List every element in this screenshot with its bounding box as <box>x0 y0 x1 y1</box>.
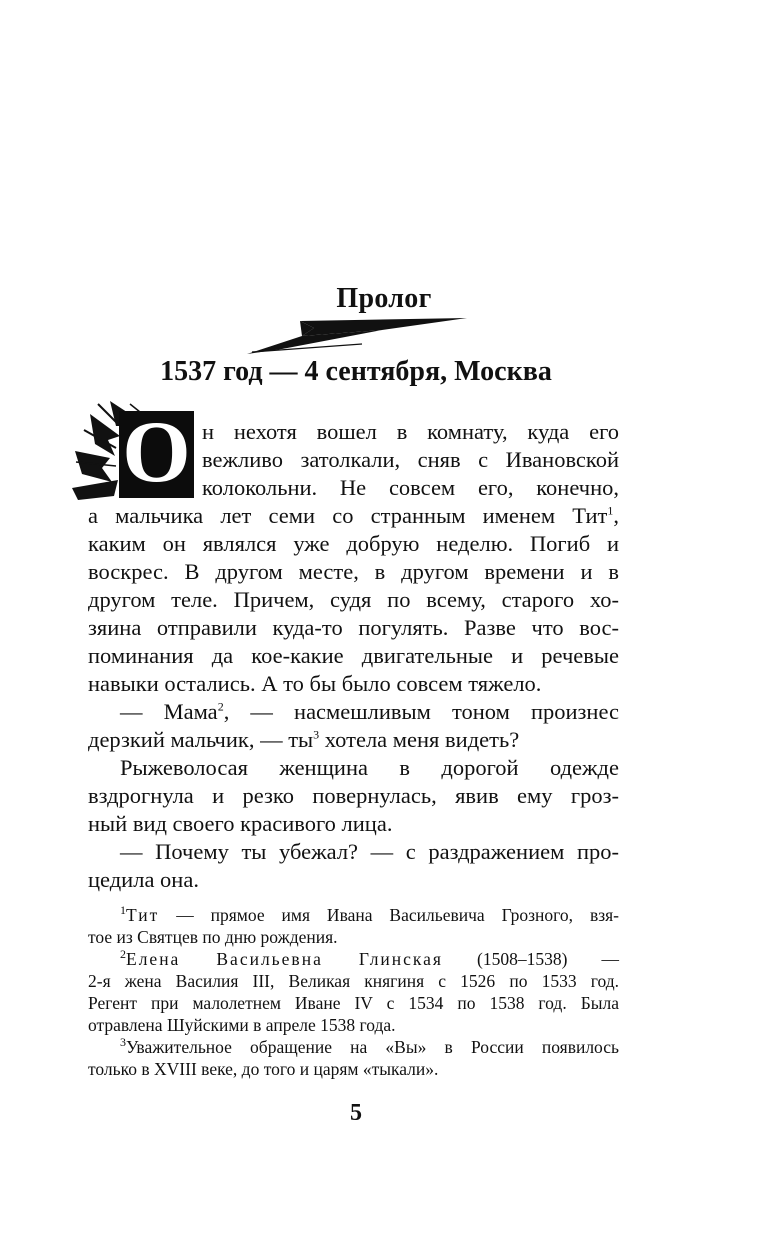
drop-cap-letter: О <box>122 403 191 501</box>
body-line: навыки остались. А то бы было совсем тяжело. <box>88 671 542 696</box>
footnote-text: (1508–1538) — <box>442 949 620 969</box>
body-line: вздрогнула и резко повернулась, явив ему гроз- <box>88 783 619 808</box>
body-line: воскрес. В другом месте, в другом времени и в <box>88 559 619 584</box>
footnote-mark: 1 <box>120 903 126 918</box>
footnote-ref-2: 2 <box>217 699 224 714</box>
body-line: поминания да кое-какие двигательные и речевые <box>88 643 619 668</box>
chapter-title: Пролог <box>336 283 432 314</box>
footnote-line: отравлена Шуйскими в апреле 1538 года. <box>88 1015 396 1035</box>
body-line: ный вид своего красивого лица. <box>88 811 393 836</box>
footnote-3 <box>120 1036 619 1058</box>
body-line: а мальчика лет семи со странным именем Тит$^1$, <box>88 503 619 528</box>
chapter-subtitle: 1537 год — 4 сентября, Москва <box>160 356 552 387</box>
body-line: н нехотя вошел в комнату, куда его <box>202 419 619 444</box>
body-line: каким он являлся уже добрую неделю. Погиб и <box>88 531 619 556</box>
footnote-1 <box>120 904 619 926</box>
drop-cap-box <box>119 403 194 501</box>
page-number: 5 <box>350 1100 362 1126</box>
footnote-line: тое из Святцев по дню рождения. <box>88 927 338 947</box>
title-ornament <box>242 316 472 356</box>
body-line: колокольни. Не совсем его, конечно, <box>202 475 619 500</box>
body-line: вежливо затолкали, сняв с Ивановской <box>202 447 619 472</box>
dialogue-text: — Мама <box>120 699 218 724</box>
body-line: цедила она. <box>88 867 199 892</box>
footnote-text: — прямое имя Ивана Васильевича Грозного, взя- <box>159 905 619 925</box>
body-line <box>120 698 619 726</box>
footnote-ref-3: 3 <box>313 727 320 742</box>
footnote-name: Тит <box>126 905 160 925</box>
footnote-mark: 3 <box>120 1035 126 1050</box>
dialogue-text: хотела меня видеть? <box>319 727 520 752</box>
body-line: — Почему ты убежал? — с раздражением про- <box>120 839 619 864</box>
body-line: зяина отправили куда-то погулять. Разве что вос- <box>88 615 619 640</box>
footnote-text: Уважительное обращение на «Вы» в России появилось <box>126 1037 619 1057</box>
footnote-line: только в XVIII веке, до того и царям «тыкали». <box>88 1059 439 1079</box>
footnote-ref-1: 1 <box>607 503 614 518</box>
body-line <box>88 726 574 754</box>
footnote-name: Елена Васильевна Глинская <box>126 949 443 969</box>
footnote-2 <box>120 948 619 970</box>
footnote-line: 2-я жена Василия III, Великая княгиня с 1526 по 1533 год. <box>88 971 619 991</box>
dialogue-text: , — насмешливым тоном произнес <box>223 699 619 724</box>
body-line: другом теле. Причем, судя по всему, старого хо- <box>88 587 619 612</box>
dialogue-text: дерзкий мальчик, — ты <box>88 727 314 752</box>
body-text: а мальчика лет семи со странным именем Тит <box>88 503 608 528</box>
footnote-mark: 2 <box>120 947 126 962</box>
footnote-line: Регент при малолетнем Иване IV с 1534 по 1538 год. Была <box>88 993 619 1013</box>
body-line: Рыжеволосая женщина в дорогой одежде <box>120 755 619 780</box>
